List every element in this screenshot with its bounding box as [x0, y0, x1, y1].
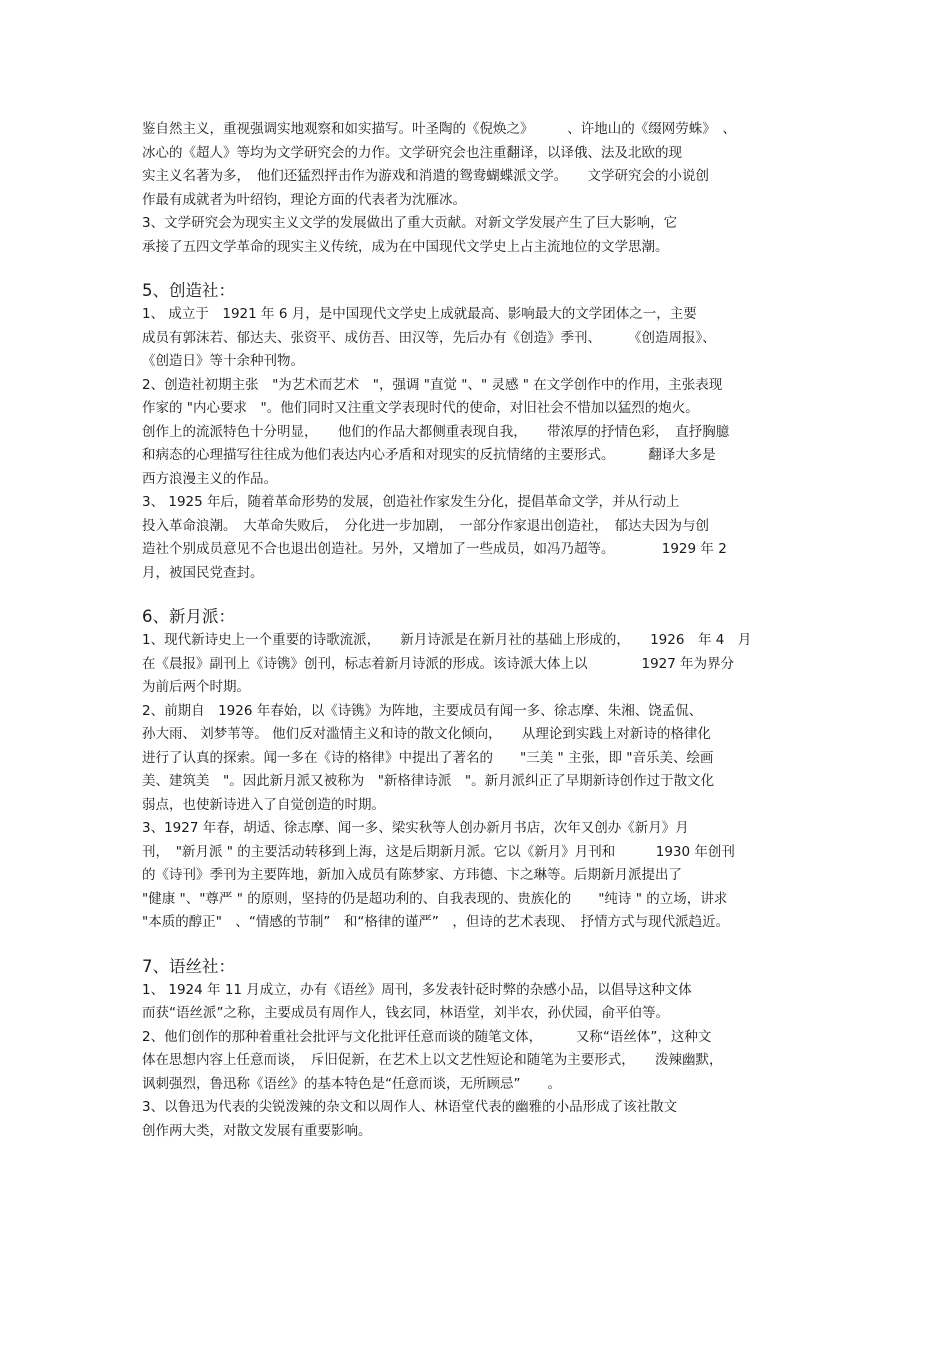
text-line: 月，被国民党查封。 [142, 564, 264, 581]
text-line: 3、1927 年春，胡适、徐志摩、闻一多、梁实秋等人创办新月书店，次年又创办《新月》月 [142, 820, 689, 836]
section-heading: 6、新月派： [142, 607, 235, 626]
text-line: 在《晨报》副刊上《诗镌》创刊，标志着新月诗派的形成。该诗派大体上以 1927 年为界分 [142, 655, 735, 672]
text-line: 作家的 "内心要求 "。他们同时又注重文学表现时代的使命，对旧社会不惜加以猛烈的炮火。 [142, 400, 699, 416]
section-chuangzao [142, 279, 810, 585]
text-line: 2、前期自 1926 年春始，以《诗镌》为阵地，主要成员有闻一多、徐志摩、朱湘、饶孟侃、 [142, 702, 703, 719]
text-line: 3、以鲁迅为代表的尖锐泼辣的杂文和以周作人、林语堂代表的幽雅的小品形成了该社散文 [142, 1099, 678, 1115]
text-line: 2、他们创作的那种着重社会批评与文化批评任意而谈的随笔文体， 又称“语丝体”，这种文 [142, 1028, 712, 1045]
text-line: 而获“语丝派”之称，主要成员有周作人，钱玄同，林语堂，刘半农，孙伏园，俞平伯等。 [142, 1005, 669, 1021]
text-line: "本质的醇正" 、“情感的节制” 和“格律的谨严” ，但诗的艺术表现、 抒情方式与现代派趋近。 [142, 914, 730, 930]
text-line: 1、 成立于 1921 年 6 月，是中国现代文学史上成就最高、影响最大的文学团体之一，主要 [142, 306, 697, 322]
text-line: 为前后两个时期。 [142, 679, 250, 695]
text-line: 和病态的心理描写往往成为他们表达内心矛盾和对现实的反抗情绪的主要形式。 翻译大多是 [142, 447, 716, 463]
section-xinyue [142, 605, 810, 935]
text-line: 《创造日》等十余种刊物。 [142, 353, 304, 369]
section-heading: 5、创造社： [142, 281, 235, 300]
text-line: 美、建筑美 "。因此新月派又被称为 "新格律诗派 "。新月派纠正了早期新诗创作过于散文化 [142, 773, 715, 789]
text-line: 体在思想内容上任意而谈， 斥旧促新，在艺术上以文艺性短论和随笔为主要形式， 泼辣幽默， [142, 1052, 723, 1068]
section-heading: 7、语丝社： [142, 956, 235, 976]
text-line: 2、创造社初期主张 "为艺术而艺术 "，强调 "直觉 "、" 灵感 " 在文学创作中的作用，主张表现 [142, 376, 723, 393]
text-line: 1、 1924 年 11 月成立，办有《语丝》周刊，多发表针砭时弊的杂感小品，以倡导这种文体 [142, 981, 692, 998]
intro-paragraphs [142, 118, 810, 259]
text-line: 造社个别成员意见不合也退出创造社。另外，又增加了一些成员，如冯乃超等。 1929 年 2 [142, 541, 727, 557]
text-line: 刊， "新月派 " 的主要活动转移到上海，这是后期新月派。它以《新月》月刊和 1930 年创刊 [142, 843, 735, 860]
text-line: 3、 1925 年后，随着革命形势的发展，创造社作家发生分化，提倡革命文学，并从行动上 [142, 494, 680, 510]
text-line: 投入革命浪潮。 大革命失败后， 分化进一步加剧， 一部分作家退出创造社， 郁达夫因为与创 [142, 517, 709, 534]
text-line: 创作两大类，对散文发展有重要影响。 [142, 1122, 372, 1139]
text-line: 1、现代新诗史上一个重要的诗歌流派， 新月诗派是在新月社的基础上形成的， 1926 年 4 月 [142, 632, 752, 648]
section-yusi [142, 955, 810, 1144]
text-line: "健康 "、"尊严 " 的原则，坚持的仍是超功利的、自我表现的、贵族化的 "纯诗 " 的立场，讲求 [142, 890, 728, 907]
text-line: 成员有郭沫若、郁达夫、张资平、成仿吾、田汉等，先后办有《创造》季刊、 《创造周报》、 [142, 329, 716, 346]
text-line: 鉴自然主义，重视强调实地观察和如实描写。叶圣陶的《倪焕之》 、许地山的《缀网劳蛛》 、 [142, 121, 736, 137]
text-line: 的《诗刊》季刊为主要阵地，新加入成员有陈梦家、方玮德、卞之琳等。后期新月派提出了 [142, 867, 682, 883]
document-body [142, 118, 810, 1143]
text-line: 孙大雨、 刘梦苇等。 他们反对滥情主义和诗的散文化倾向， 从理论到实践上对新诗的格律化 [142, 726, 711, 742]
text-line: 承接了五四文学革命的现实主义传统，成为在中国现代文学史上占主流地位的文学思潮。 [142, 238, 669, 255]
text-line: 3、文学研究会为现实主义文学的发展做出了重大贡献。对新文学发展产生了巨大影响，它 [142, 215, 678, 231]
text-line: 作最有成就者为叶绍钧，理论方面的代表者为沈雁冰。 [142, 191, 466, 208]
text-line: 西方浪漫主义的作品。 [142, 470, 277, 487]
text-line: 冰心的《超人》等均为文学研究会的力作。文学研究会也注重翻译，以译俄、法及北欧的现 [142, 144, 682, 161]
text-line: 弱点，也使新诗进入了自觉创造的时期。 [142, 796, 385, 813]
text-line: 进行了认真的探索。闻一多在《诗的格律》中提出了著名的 "三美 " 主张，即 "音乐美、绘画 [142, 749, 714, 766]
text-line: 实主义名著为多， 他们还猛烈抨击作为游戏和消遣的鸳鸯蝴蝶派文学。 文学研究会的小说创 [142, 168, 709, 184]
text-line: 讽刺强烈，鲁迅称《语丝》的基本特色是“任意而谈，无所顾忌” 。 [142, 1075, 561, 1092]
text-line: 创作上的流派特色十分明显， 他们的作品大都侧重表现自我， 带浓厚的抒情色彩， 直抒胸臆 [142, 423, 730, 440]
